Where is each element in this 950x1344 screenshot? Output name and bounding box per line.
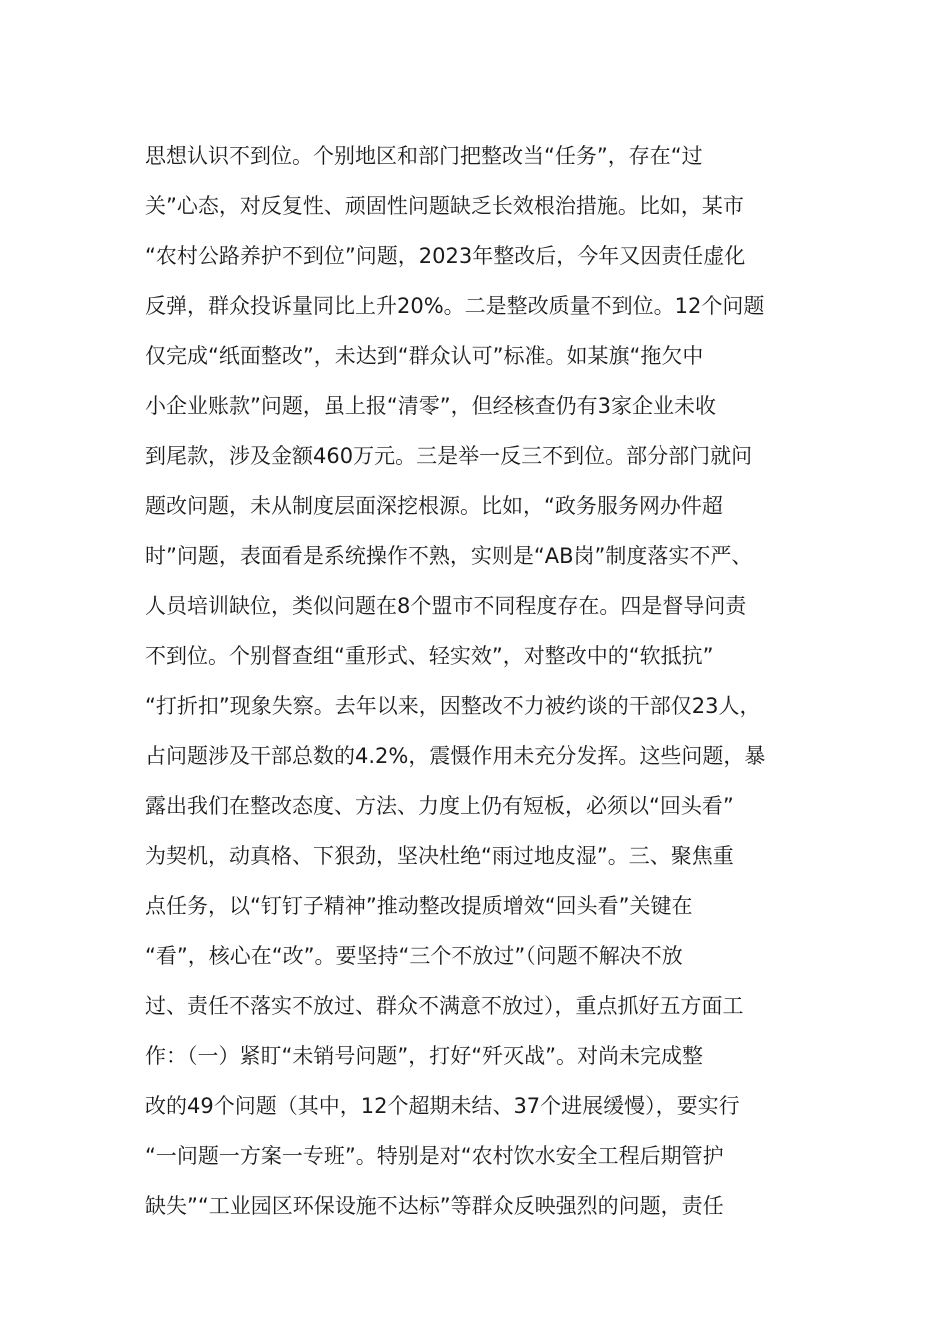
text-line: 过、责任不落实不放过、群众不满意不放过），重点抓好五方面工 [145, 994, 744, 1018]
text-line: “农村公路养护不到位”问题，2023年整改后，今年又因责任虚化 [145, 244, 746, 268]
text-line: 题改问题，未从制度层面深挖根源。比如，“政务服务网办件超 [145, 494, 723, 518]
text-line: 缺失”“工业园区环保设施不达标”等群众反映强烈的问题，责任 [145, 1194, 724, 1218]
text-line: 关”心态，对反复性、顽固性问题缺乏长效根治措施。比如，某市 [145, 194, 744, 218]
text-line: “打折扣”现象失察。去年以来，因整改不力被约谈的干部仅23人， [145, 694, 761, 718]
text-line: “一问题一方案一专班”。特别是对“农村饮水安全工程后期管护 [145, 1144, 724, 1168]
text-line: 反弹，群众投诉量同比上升20%。二是整改质量不到位。12个问题 [145, 294, 765, 318]
text-line: 到尾款，涉及金额460万元。三是举一反三不到位。部分部门就问 [145, 444, 753, 468]
text-line: 作：（一）紧盯“未销号问题”，打好“歼灭战”。对尚未完成整 [145, 1044, 704, 1068]
text-line: 仅完成“纸面整改”，未达到“群众认可”标准。如某旗“拖欠中 [145, 344, 704, 368]
text-line: 不到位。个别督查组“重形式、轻实效”，对整改中的“软抵抗” [145, 644, 714, 668]
text-line: 点任务，以“钉钉子精神”推动整改提质增效“回头看”关键在 [145, 894, 693, 918]
text-line: “看”，核心在“改”。要坚持“三个不放过”（问题不解决不放 [145, 944, 683, 968]
text-line: 为契机，动真格、下狠劲，坚决杜绝“雨过地皮湿”。三、聚焦重 [145, 844, 734, 868]
body-text [145, 131, 845, 1231]
text-line: 改的49个问题（其中，12个超期未结、37个进展缓慢），要实行 [145, 1094, 740, 1118]
text-line: 人员培训缺位，类似问题在8个盟市不同程度存在。四是督导问责 [145, 594, 747, 618]
text-line: 时”问题，表面看是系统操作不熟，实则是“AB岗”制度落实不严、 [145, 544, 753, 568]
text-line: 思想认识不到位。个别地区和部门把整改当“任务”，存在“过 [145, 144, 703, 168]
text-line: 占问题涉及干部总数的4.2%，震慑作用未充分发挥。这些问题，暴 [145, 744, 766, 768]
text-line: 露出我们在整改态度、方法、力度上仍有短板，必须以“回头看” [145, 794, 734, 818]
text-line: 小企业账款”问题，虽上报“清零”，但经核查仍有3家企业未收 [145, 394, 716, 418]
